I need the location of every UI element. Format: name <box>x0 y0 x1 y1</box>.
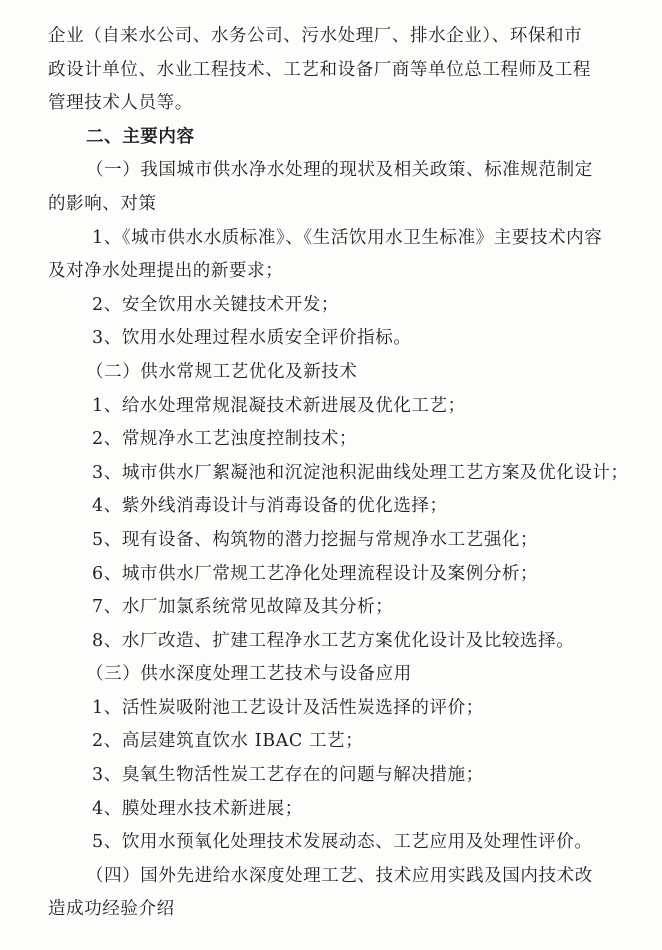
list-item: 3、城市供水厂絮凝池和沉淀池积泥曲线处理工艺方案及优化设计； <box>92 462 629 483</box>
text-line: 企业（自来水公司、水务公司、污水处理厂、排水企业）、环保和市 <box>48 26 583 46</box>
list-item: 6、城市供水厂常规工艺净化处理流程设计及案例分析； <box>92 563 539 584</box>
list-item: 1、《城市供水水质标准》、《生活饮用水卫生标准》主要技术内容 <box>92 227 603 248</box>
list-item: 5、现有设备、构筑物的潜力挖掘与常规净水工艺强化； <box>92 529 539 550</box>
subsection-heading: （三）供水深度处理工艺技术与设备应用 <box>86 664 412 685</box>
list-item: 2、安全饮用水关键技术开发； <box>92 294 340 315</box>
list-item: 7、水厂加氯系统常见故障及其分析； <box>92 597 394 618</box>
text-line: 政设计单位、水业工程技术、工艺和设备厂商等单位总工程师及工程 <box>48 59 591 80</box>
list-item: 3、臭氧生物活性炭工艺存在的问题与解决措施； <box>92 765 484 786</box>
list-item: 1、活性炭吸附池工艺设计及活性炭选择的评价； <box>92 697 484 718</box>
list-item: 4、膜处理水技术新进展； <box>92 798 303 819</box>
list-item: 1、给水处理常规混凝技术新进展及优化工艺； <box>92 395 466 416</box>
list-item: 8、水厂改造、扩建工程净水工艺方案优化设计及比较选择。 <box>92 630 575 651</box>
text-line: 的影响、对策 <box>48 193 157 214</box>
list-item: 3、饮用水处理过程水质安全评价指标。 <box>92 328 412 349</box>
list-item: 5、饮用水预氧化处理技术发展动态、工艺应用及处理性评价。 <box>92 832 593 853</box>
text-line: 造成功经验介绍 <box>48 899 175 920</box>
subsection-heading: （二）供水常规工艺优化及新技术 <box>86 361 358 382</box>
list-item: 2、高层建筑直饮水 IBAC 工艺； <box>92 731 364 752</box>
subsection-heading: （一）我国城市供水净水处理的现状及相关政策、标准规范制定 <box>86 160 593 181</box>
text-line: 管理技术人员等。 <box>48 93 193 114</box>
text-line: 及对净水处理提出的新要求； <box>48 261 284 282</box>
list-item: 4、紫外线消毒设计与消毒设备的优化选择； <box>92 496 448 517</box>
list-item: 2、常规净水工艺浊度控制技术； <box>92 429 358 450</box>
section-heading: 二、主要内容 <box>86 126 195 147</box>
subsection-heading: （四）国外先进给水深度处理工艺、技术应用实践及国内技术改 <box>86 865 593 886</box>
